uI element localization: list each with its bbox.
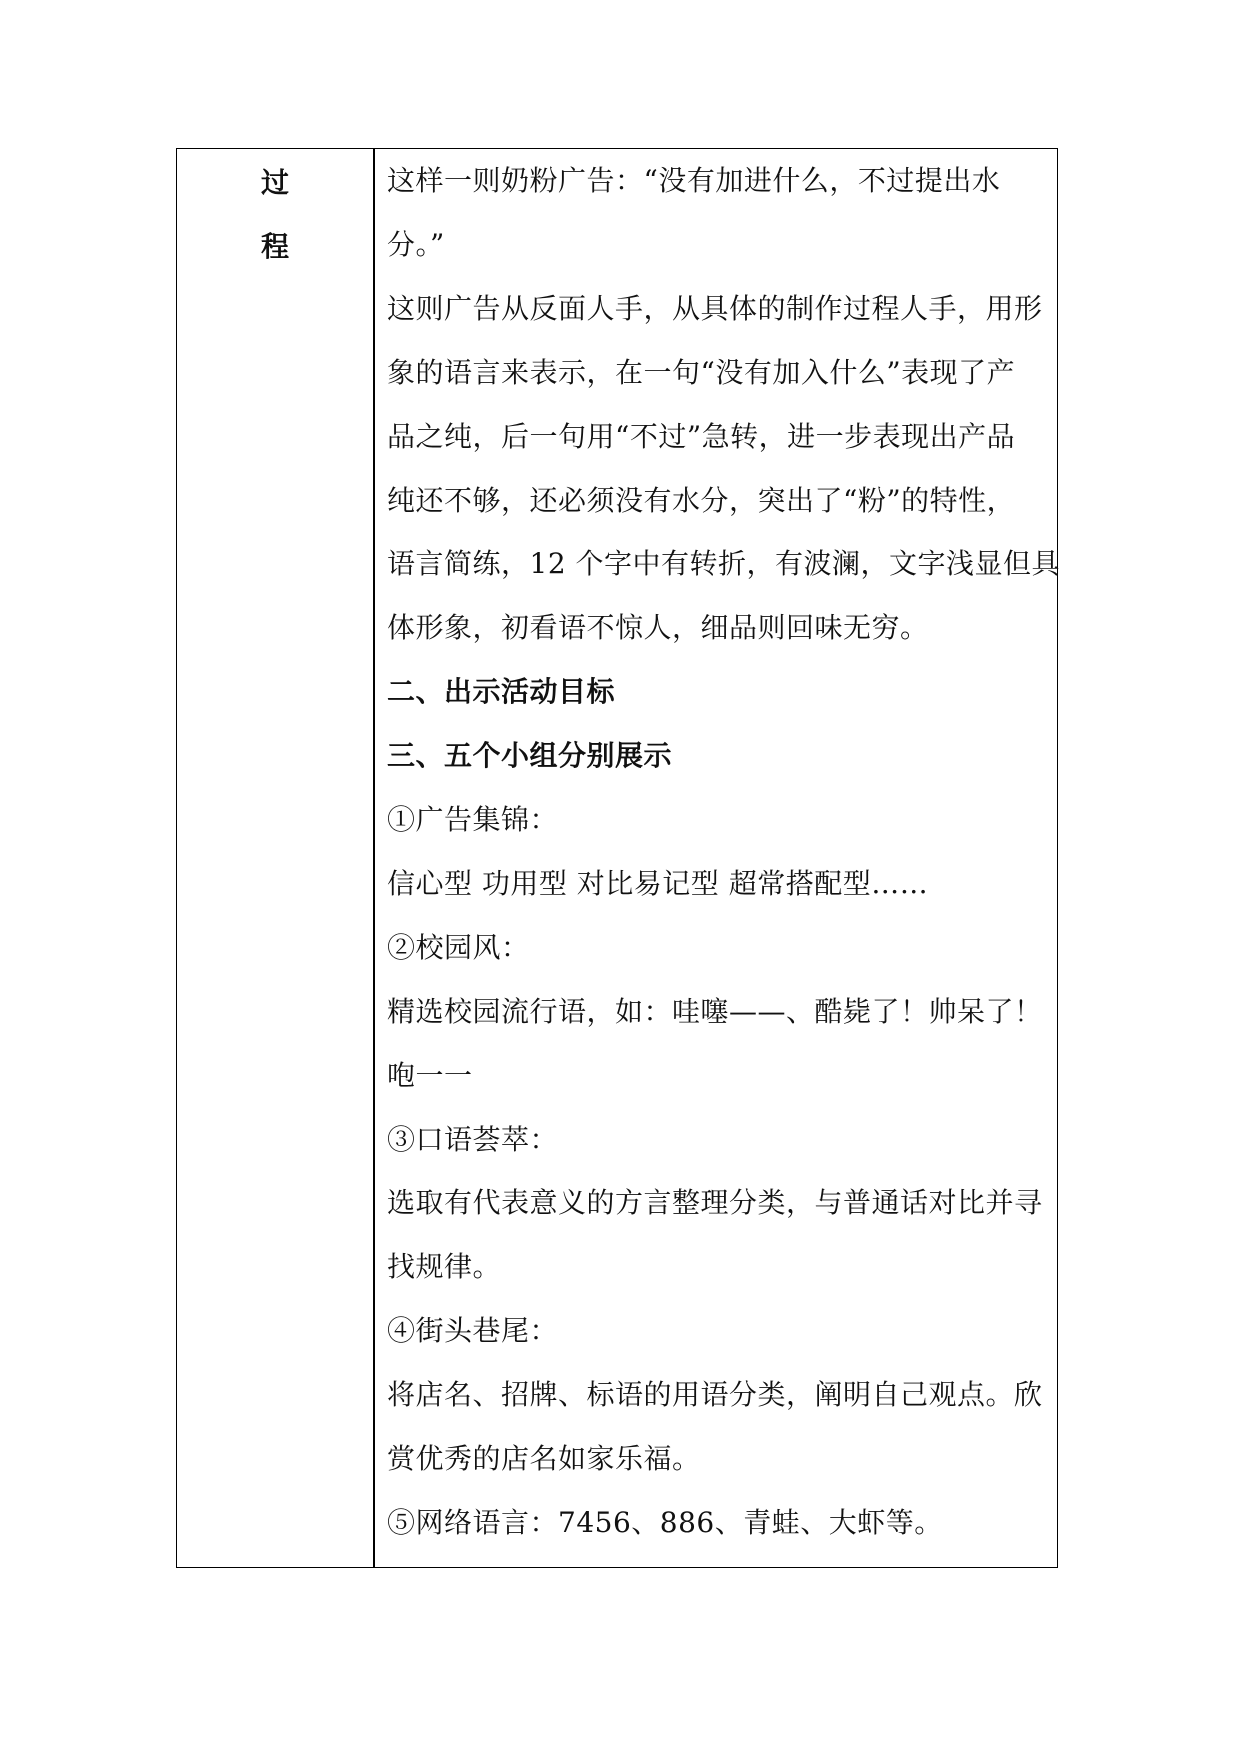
label-cell [177, 149, 373, 1567]
text-line: 这样一则奶粉广告：“没有加进什么，不过提出水 [387, 164, 1001, 197]
label-char-1: 过 [260, 166, 289, 199]
content-cell [387, 149, 1061, 1567]
column-divider [373, 149, 375, 1567]
text-line: ②校园风： [387, 930, 530, 964]
text-line: 精选校园流行语，如：哇噻——、酷毙了！帅呆了！ [387, 994, 1043, 1028]
text-line: 分。” [387, 227, 445, 261]
text-line: 选取有代表意义的方言整理分类，与普通话对比并寻 [387, 1186, 1043, 1220]
label-char-2: 程 [260, 230, 289, 263]
text-line: 语言简练，12 个字中有转折，有波澜，文字浅显但具 [387, 547, 1061, 581]
text-line: 找规律。 [387, 1250, 502, 1284]
text-line: 信心型 功用型 对比易记型 超常搭配型…… [387, 866, 929, 900]
text-line: ③口语荟萃： [387, 1122, 559, 1156]
text-line: 象的语言来表示，在一句“没有加入什么”表现了产 [387, 355, 1016, 389]
lesson-table [176, 148, 1061, 1568]
text-line: 赏优秀的店名如家乐福。 [387, 1442, 701, 1475]
section-heading: 二、出示活动目标 [387, 675, 616, 709]
text-line: 将店名、招牌、标语的用语分类，阐明自己观点。欣 [387, 1378, 1043, 1412]
text-line: 品之纯，后一句用“不过”急转，进一步表现出产品 [387, 419, 1016, 453]
text-line: ⑤网络语言：7456、886、青蛙、大虾等。 [387, 1505, 943, 1539]
text-line: ①广告集锦： [387, 803, 559, 836]
section-heading: 三、五个小组分别展示 [387, 739, 673, 773]
text-line: 这则广告从反面人手，从具体的制作过程人手，用形 [387, 291, 1043, 325]
text-line: 纯还不够，还必须没有水分，突出了“粉”的特性， [387, 483, 1016, 517]
text-line: ④街头巷尾： [387, 1314, 559, 1348]
text-line: 咆一一 [387, 1058, 473, 1092]
text-line: 体形象，初看语不惊人，细品则回味无穷。 [387, 611, 929, 645]
